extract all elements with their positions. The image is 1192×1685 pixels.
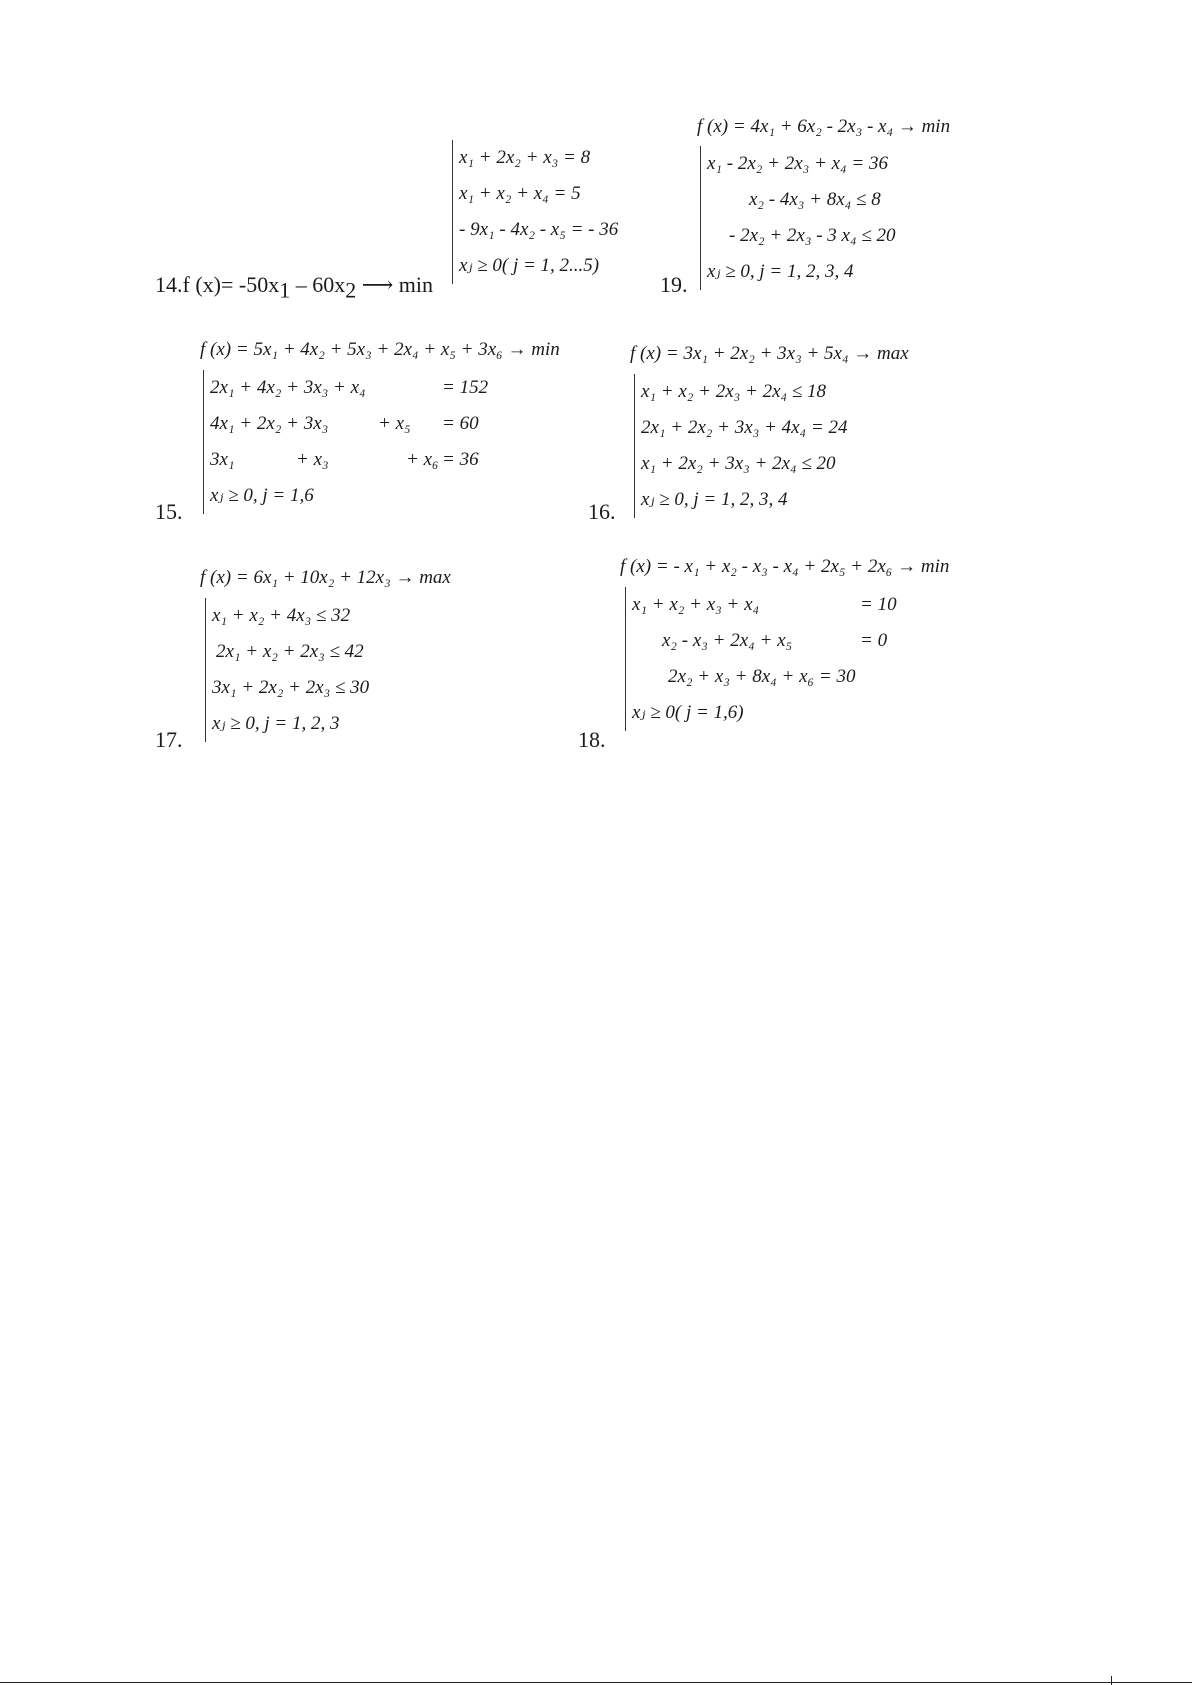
- footer-tick: [1111, 1676, 1112, 1685]
- constraint: x₁ + 2x₂ + 3x₃ + 2x₄ ≤ 20: [641, 453, 836, 474]
- constraint: xⱼ ≥ 0, j = 1, 2, 3, 4: [641, 489, 788, 510]
- problem-18-objective: f (x) = - x₁ + x₂ - x₃ - x₄ + 2x₅ + 2x₆ → min: [620, 556, 950, 577]
- constraint: x₁ + 2x₂ + x₃ = 8: [459, 147, 591, 168]
- problem-16-objective: f (x) = 3x₁ + 2x₂ + 3x₃ + 5x₄ → max: [630, 343, 909, 364]
- constraint-term: + x₅: [378, 413, 411, 434]
- constraint: - 2x₂ + 2x₃ - 3 x₄ ≤ 20: [729, 225, 896, 246]
- problem-16-number: 16.: [588, 499, 616, 524]
- problem-17-objective: f (x) = 6x₁ + 10x₂ + 12x₃ → max: [200, 567, 451, 588]
- constraint-lhs: x₂ - x₃ + 2x₄ + x₅: [662, 630, 793, 651]
- constraint: x₁ + x₂ + 4x₃ ≤ 32: [212, 605, 351, 626]
- constraint: x₁ - 2x₂ + 2x₃ + x₄ = 36: [707, 153, 888, 174]
- constraint-lhs: 2x₁ + 4x₂ + 3x₃ + x₄: [210, 377, 366, 398]
- constraint-lhs: 4x₁ + 2x₂ + 3x₃: [210, 413, 329, 434]
- constraint-lhs: 3x₁: [210, 449, 235, 470]
- constraint: xⱼ ≥ 0, j = 1, 2, 3, 4: [707, 261, 854, 282]
- constraint-lhs: x₁ + x₂ + x₃ + x₄: [632, 594, 760, 615]
- constraint: x₂ - 4x₃ + 8x₄ ≤ 8: [749, 189, 881, 210]
- constraint: 2x₂ + x₃ + 8x₄ + x₆ = 30: [668, 666, 856, 687]
- constraint: xⱼ ≥ 0( j = 1, 2...5): [459, 255, 600, 276]
- constraint: - 9x₁ - 4x₂ - x₅ = - 36: [459, 219, 619, 240]
- problem-15-objective: f (x) = 5x₁ + 4x₂ + 5x₃ + 2x₄ + x₅ + 3x₆ → min: [200, 339, 560, 360]
- constraint-rhs: = 10: [860, 594, 897, 615]
- problem-14-constraints: [452, 140, 618, 284]
- constraint: x₁ + x₂ + x₄ = 5: [459, 183, 581, 204]
- problem-14-number: 14.: [155, 272, 183, 297]
- constraint: xⱼ ≥ 0( j = 1,6): [632, 702, 744, 723]
- constraint-term: + x₆: [406, 449, 439, 470]
- problem-18-constraints: [625, 587, 912, 731]
- problem-19-objective: f (x) = 4x₁ + 6x₂ - 2x₃ - x₄ → min: [697, 116, 951, 137]
- problem-14-objective: f (x)= -50x: [182, 272, 280, 297]
- problem-17-number: 17.: [155, 727, 183, 752]
- constraint-term: + x₃: [296, 449, 329, 470]
- constraint: 2x₁ + x₂ + 2x₃ ≤ 42: [216, 641, 364, 662]
- constraint: xⱼ ≥ 0, j = 1, 2, 3: [212, 713, 340, 734]
- constraint-rhs: = 60: [442, 413, 479, 434]
- problem-15-number: 15.: [155, 499, 183, 524]
- constraint-rhs: = 0: [860, 630, 888, 651]
- constraint: x₁ + x₂ + 2x₃ + 2x₄ ≤ 18: [641, 381, 827, 402]
- problem-17-constraints: [205, 598, 369, 742]
- problem-14-objective-line: 14.f $(x)= -50x_1 - 60x_2$ ⟶ min: [155, 272, 433, 303]
- constraint: 2x₁ + 2x₂ + 3x₃ + 4x₄ = 24: [641, 417, 848, 438]
- problem-16-constraints: [634, 374, 847, 518]
- constraint-rhs: = 36: [442, 449, 479, 470]
- problem-15-constraints: [203, 370, 510, 514]
- problem-19-number: 19.: [660, 272, 688, 297]
- problem-18-number: 18.: [578, 727, 606, 752]
- footer-rule: [0, 1682, 1192, 1683]
- constraint: 3x₁ + 2x₂ + 2x₃ ≤ 30: [212, 677, 370, 698]
- problem-19-constraints: [700, 146, 896, 290]
- constraint-rhs: = 152: [442, 377, 489, 398]
- constraint: xⱼ ≥ 0, j = 1,6: [210, 485, 314, 506]
